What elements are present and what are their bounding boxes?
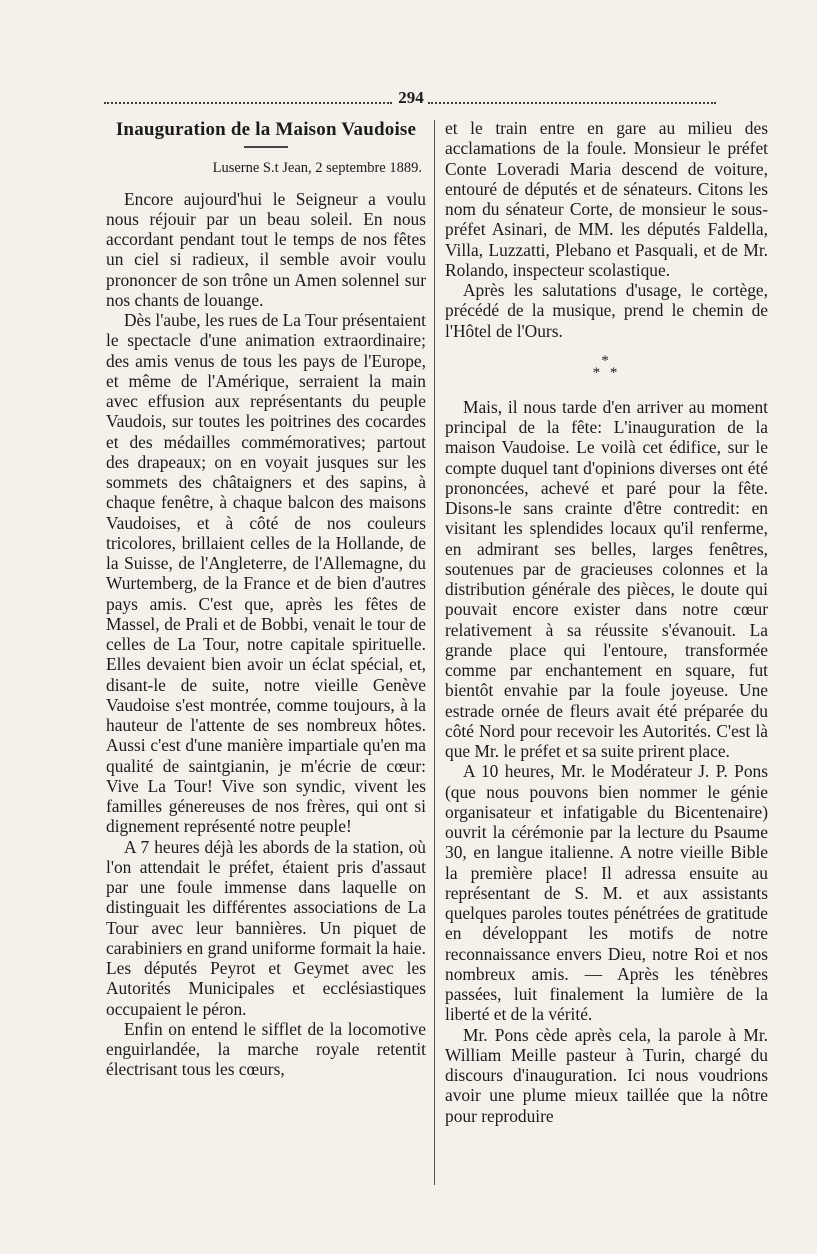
right-column xyxy=(445,118,768,1126)
title-rule xyxy=(244,146,288,150)
section-separator xyxy=(445,352,768,381)
separator-star-top: * xyxy=(601,352,612,369)
dateline: Luserne S.t Jean, 2 septembre 1889. xyxy=(212,160,422,177)
article-title: Inauguration de la Maison Vaudoise xyxy=(115,119,417,140)
header-rule-left xyxy=(104,102,392,104)
paragraph: Après les salutations d'usage, le cortège, précédé de la musique, prend le chemin de l'Hôtel de l'Ours. xyxy=(445,280,768,341)
paragraph: Enfin on entend le sifflet de la locomotive enguirlandée, la marche royale retentit électrisant tous les cœurs, xyxy=(106,1018,426,1080)
separator-star-bottom: * * xyxy=(592,364,621,381)
page-header xyxy=(104,90,716,110)
left-column xyxy=(106,118,426,1080)
paragraph: A 7 heures déjà les abords de la station, où l'on attendait le préfet, étaient pris d'assaut par une foule immense dans laquelle on distinguait les différentes associations de La Tour avec leur bannières. Un piquet de carabiniers en grand uniforme formait la haie. Les députés Peyrot et Geymet avec les Autorités Municipales et ecclésiastiques occupaient le péron. xyxy=(106,836,426,1019)
paragraph: Mr. Pons cède après cela, la parole à Mr. William Meille pasteur à Turin, chargé du discours d'inauguration. Ici nous voudrions avoir une plume mieux taillée que la nôtre pour reproduire xyxy=(445,1024,768,1126)
header-rule-right xyxy=(428,102,716,104)
paragraph: et le train entre en gare au milieu des acclamations de la foule. Monsieur le préfet Conte Loveradi Maria descend de voiture, entouré de députés et de sénateurs. Citons les nom du sénateur Corte, de monsieur le sous-préfet Asinari, de MM. les députés Faldella, Villa, Luzzatti, Plebano et Pasquali, et de Mr. Rolando, inspecteur scolastique. xyxy=(445,118,768,280)
paragraph: Encore aujourd'hui le Seigneur a voulu nous réjouir par un beau soleil. En nous accordant pendant tout le temps de nos fêtes un ciel si radieux, il semble avoir voulu prononcer de son trône un Amen solennel sur nos chants de louange. xyxy=(106,188,426,310)
page-number: 294 xyxy=(398,88,424,107)
paragraph: A 10 heures, Mr. le Modérateur J. P. Pons (que nous pouvons bien nommer le génie organisateur et infatigable du Bicentenaire) ouvrit la cérémonie par la lecture du Psaume 30, en langue italienne. A notre vieille Bible la première place! Il adressa ensuite au représentant de S. M. et aux assistants quelques paroles toutes pénétrées de gratitude en développant les motifs de notre reconnaissance envers Dieu, notre Roi et nos nombreux amis. — Après les ténèbres passées, luit finalement la lumière de la liberté et de la vérité. xyxy=(445,761,768,1025)
paragraph: Mais, il nous tarde d'en arriver au moment principal de la fête: L'inauguration de la maison Vaudoise. Le voilà cet édifice, sur le compte duquel tant d'opinions diverses ont été prononcées, achevé et paré pour la fête. Disons-le sans crainte d'être contredit: en visitant les splendides locaux qu'il renferme, en admirant ses belles, larges fenêtres, soutenues par de gracieuses colonnes et la distribution générale des pièces, le doute qui pouvait encore exister dans notre cœur relativement à sa réussite s'évanouit. La grande place qui l'entoure, transformée comme par enchantement en square, fut bientôt envahie par la foule joyeuse. Une estrade ornée de fleurs avait été préparée du côté Nord pour recevoir les Autorités. C'est là que Mr. le préfet et sa suite prirent place. xyxy=(445,396,768,761)
column-divider xyxy=(434,120,435,1185)
paragraph: Dès l'aube, les rues de La Tour présentaient le spectacle d'une animation extraordinaire; des amis venus de tous les pays de l'Europe, et même de l'Amérique, serraient la main avec effusion aux représentants du peuple Vaudois, sur toutes les poitrines des cocardes et des médailles commémoratives; partout des drapeaux; on en voyait jusques sur les sommets des châtaigners et des sapins, à chaque fenêtre, à chaque balcon des maisons Vaudoises, et à côté de nos couleurs tricolores, brillaient celles de la Hollande, de la Suisse, de l'Angleterre, de l'Allemagne, du Wurtemberg, de la France et de bien d'autres pays amis. C'est que, après les fêtes de Massel, de Prali et de Bobbi, venait le tour de celles de La Tour, notre capitale spirituelle. Elles devaient bien avoir un éclat spécial, et, disant-le de suite, notre vieille Genève Vaudoise s'est montrée, comme toujours, à la hauteur de l'attente de ses nombreux hôtes. Aussi c'est d'une manière impartiale qu'en ma qualité de saintgianin, je m'écrie de cœur: Vive La Tour! Vive son syndic, vivent les familles génereuses de nos frères, qui ont si dignement représenté notre peuple! xyxy=(106,310,426,837)
